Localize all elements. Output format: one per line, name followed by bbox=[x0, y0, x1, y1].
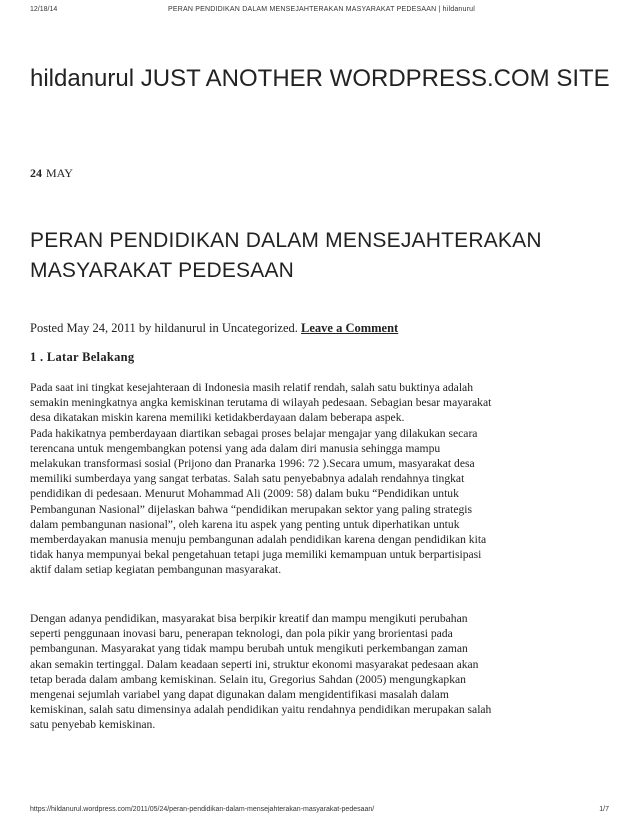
page-url: https://hildanurul.wordpress.com/2011/05/24/peran-pendidikan-dalam-mensejahterakan-masyarakat-pedesaan/ bbox=[30, 806, 375, 813]
paragraph-line: aktif dalam setiap kegiatan pembangunan masyarakat. bbox=[30, 563, 282, 577]
print-footer bbox=[30, 806, 609, 818]
post-date-month: MAY bbox=[46, 166, 73, 180]
paragraph-line: pembangunan. Masyarakat yang tidak mampu berubah untuk mengikuti perkembangan zaman bbox=[30, 642, 468, 656]
paragraph-line: tetap berada dalam ambang kemiskinan. Selain itu, Gregorius Sahdan (2005) mengungkapkan bbox=[30, 672, 466, 686]
print-header bbox=[30, 6, 609, 18]
post-date bbox=[30, 166, 73, 181]
body-paragraph bbox=[30, 611, 630, 733]
post-date-day: 24 bbox=[30, 166, 42, 180]
paragraph-line: semakin meningkatnya angka kemiskinan terutama di wilayah pedesaan. Sebagian besar mayarakat bbox=[30, 396, 492, 410]
page-number: 1/7 bbox=[599, 806, 609, 813]
site-title[interactable]: hildanurul JUST ANOTHER WORDPRESS.COM SITE bbox=[30, 65, 610, 92]
paragraph-line: tidak hanya mempunyai bekal pengetahuan tetapi juga memiliki kemampuan untuk berpartisipasi bbox=[30, 548, 482, 562]
paragraph-line: Pembangunan Nasional” dijelaskan bahwa “pendidikan merupakan sektor yang paling strategis bbox=[30, 502, 473, 516]
paragraph-line: Pada saat ini tingkat kesejahteraan di Indonesia masih relatif rendah, salah satu buktinya adalah bbox=[30, 381, 473, 394]
paragraph-line: terencana untuk mengembangkan potensi yang ada dalam diri manusia sehingga mampu bbox=[30, 441, 441, 455]
post-title: PERAN PENDIDIKAN DALAM MENSEJAHTERAKAN MASYARAKAT PEDESAAN bbox=[30, 229, 542, 282]
paragraph-line: pendidikan di pedesaan. Menurut Mohammad Ali (2009: 58) dalam buku “Pendidikan untuk bbox=[30, 487, 459, 501]
body-paragraph bbox=[30, 380, 630, 578]
paragraph-line: dalam pembangunan nasional”, oleh karena itu aspek yang penting untuk diperhatikan untuk bbox=[30, 517, 460, 531]
paragraph-line: memberdayakan manusia menuju pembangunan adalah pendidikan karena dengan pendidikan kita bbox=[30, 533, 487, 547]
print-page-title: PERAN PENDIDIKAN DALAM MENSEJAHTERAKAN MASYARAKAT PEDESAAN | hildanurul bbox=[168, 6, 475, 13]
paragraph-line: melakukan transformasi sosial (Prijono dan Pranarka 1996: 72 ).Secara umum, masyarakat desa bbox=[30, 457, 475, 471]
paragraph-line: memiliki sumberdaya yang sangat terbatas. Salah satu penyebabnya adalah rendahnya tingkat bbox=[30, 472, 465, 486]
paragraph-line: Pada hakikatnya pemberdayaan diartikan sebagai proses belajar mengajar yang dilakukan secara bbox=[30, 426, 478, 440]
paragraph-line: satu penyebab kemiskinan. bbox=[30, 718, 156, 732]
paragraph-line: desa dikatakan miskin karena memiliki ketidakberdayaan dalam beberapa aspek. bbox=[30, 411, 405, 425]
paragraph-line: kemiskinan, salah satu dimensinya adalah pendidikan yaitu rendahnya pendidikan merupakan salah bbox=[30, 703, 492, 717]
print-date: 12/18/14 bbox=[30, 6, 58, 13]
paragraph-line: Dengan adanya pendidikan, masyarakat bisa berpikir kreatif dan mampu mengikuti perubahan bbox=[30, 612, 468, 625]
section-heading: 1 . Latar Belakang bbox=[30, 350, 135, 364]
paragraph-line: mengenai sejumlah variabel yang dapat digunakan dalam mengidentifikasi masalah dalam bbox=[30, 688, 449, 702]
leave-comment-link[interactable]: Leave a Comment bbox=[301, 321, 399, 335]
post-meta bbox=[30, 321, 398, 336]
paragraph-line: akan semakin tertinggal. Dalam keadaan seperti ini, struktur ekonomi masyarakat pedesaan akan bbox=[30, 657, 479, 671]
post-meta-text: Posted May 24, 2011 by hildanurul in Uncategorized. bbox=[30, 321, 298, 335]
paragraph-line: seperti penggunaan inovasi baru, penerapan teknologi, dan pola pikir yang brorientasi pada bbox=[30, 627, 453, 641]
